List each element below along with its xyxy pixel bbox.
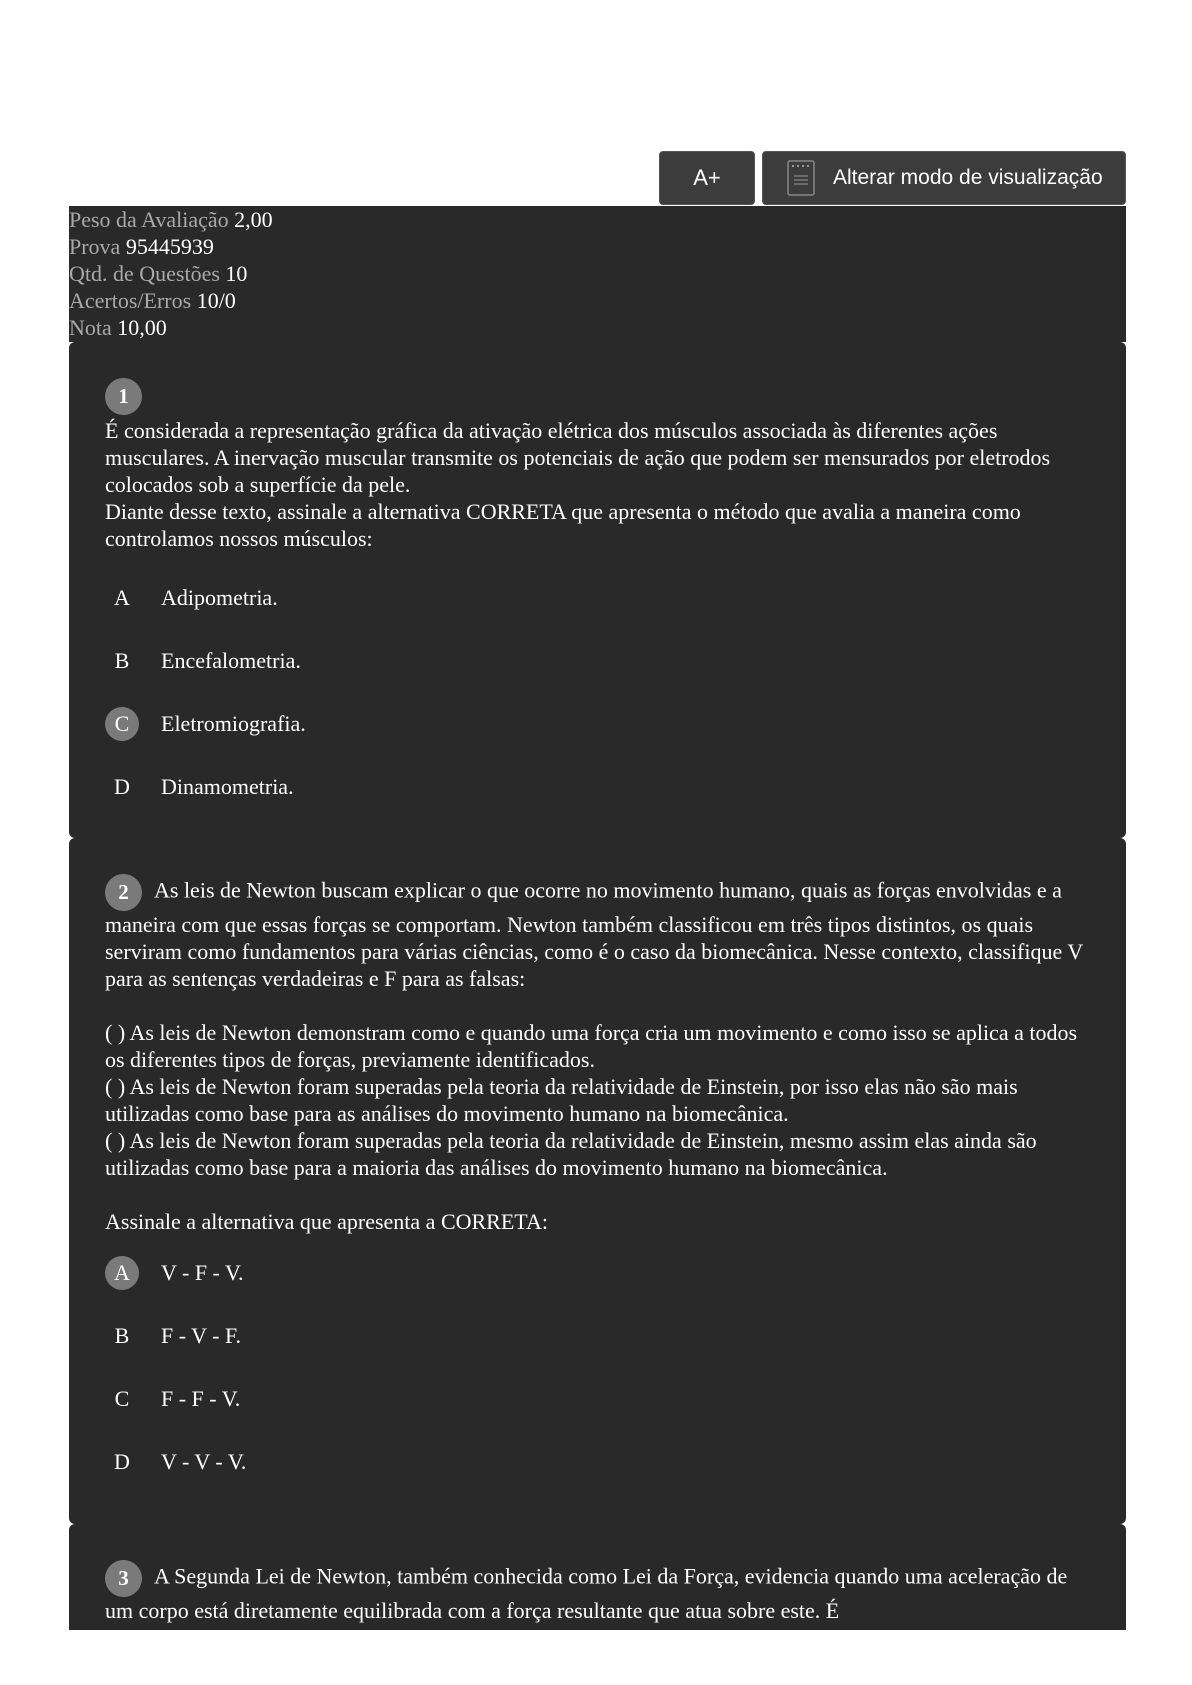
option-text: V - F - V.	[161, 1259, 244, 1285]
summary-row	[69, 233, 1126, 260]
summary-row	[69, 206, 1126, 233]
summary-value: 10	[225, 261, 248, 286]
question-paragraph: É considerada a representação gráfica da ativação elétrica dos músculos associada às diferentes ações musculares. A inervação muscular transmite os potenciais de ação que podem ser mensurados por eletrodos colocados sob a superfície da pele.	[105, 418, 1051, 497]
question-paragraph	[105, 874, 1090, 992]
option-d[interactable]	[105, 1430, 1090, 1493]
exam-summary	[69, 206, 1126, 342]
option-letter-selected: A	[105, 1256, 139, 1290]
question-card-1	[69, 342, 1126, 838]
option-letter: C	[114, 1385, 130, 1411]
options-list	[105, 566, 1090, 818]
summary-label: Acertos/Erros	[69, 288, 192, 313]
option-c[interactable]	[105, 1367, 1090, 1430]
summary-row	[69, 287, 1126, 314]
question-number: 2	[105, 874, 142, 911]
question-number: 3	[105, 1560, 142, 1597]
option-letter: D	[114, 1448, 130, 1474]
summary-value: 10/0	[196, 288, 236, 313]
summary-value: 10,00	[117, 315, 167, 340]
summary-row	[69, 260, 1126, 287]
view-mode-label: Alterar modo de visualização	[833, 166, 1103, 189]
view-mode-button[interactable]	[762, 151, 1126, 205]
statement: ( ) As leis de Newton demonstram como e quando uma força cria um movimento e como isso se aplica a todos os diferentes tipos de forças, previamente identificados.	[105, 1020, 1078, 1072]
statement: ( ) As leis de Newton foram superadas pela teoria da relatividade de Einstein, por isso elas não são mais utilizadas como base para as análises do movimento humano na biomecânica.	[105, 1074, 1018, 1126]
option-b[interactable]	[105, 1304, 1090, 1367]
option-letter: D	[114, 773, 130, 799]
option-letter: B	[114, 647, 130, 673]
question-prompt: Assinale a alternativa que apresenta a CORRETA:	[105, 1209, 548, 1234]
option-c[interactable]	[105, 692, 1090, 755]
question-number: 1	[105, 378, 142, 415]
question-text	[105, 874, 1090, 1235]
summary-label: Prova	[69, 234, 121, 259]
summary-label: Nota	[69, 315, 112, 340]
question-paragraph: Diante desse texto, assinale a alternativa CORRETA que apresenta o método que avalia a maneira como controlamos nossos músculos:	[105, 499, 1021, 551]
option-a[interactable]	[105, 566, 1090, 629]
summary-value: 95445939	[125, 234, 214, 259]
summary-row	[69, 314, 1126, 341]
option-text: Adipometria.	[161, 584, 278, 610]
option-text: F - V - F.	[161, 1322, 241, 1348]
summary-label: Qtd. de Questões	[69, 261, 220, 286]
document-view-icon	[787, 160, 815, 196]
summary-value: 2,00	[234, 207, 273, 232]
options-list	[105, 1241, 1090, 1493]
option-text: F - F - V.	[161, 1385, 241, 1411]
question-card-3	[69, 1524, 1126, 1630]
question-text	[105, 417, 1090, 552]
option-letter: B	[114, 1322, 130, 1348]
question-intro: A Segunda Lei de Newton, também conhecida como Lei da Força, evidencia quando uma aceleração de um corpo está diretamente equilibrada com a força resultante que atua sobre este. É	[105, 1563, 1068, 1623]
statement: ( ) As leis de Newton foram superadas pela teoria da relatividade de Einstein, mesmo assim elas ainda são utilizadas como base para a maioria das análises do movimento humano na biomecânica.	[105, 1128, 1037, 1180]
question-paragraph	[105, 1560, 1090, 1624]
option-d[interactable]	[105, 755, 1090, 818]
option-letter: A	[114, 584, 130, 610]
option-text: V - V - V.	[161, 1448, 247, 1474]
option-text: Eletromiografia.	[161, 710, 306, 736]
summary-label: Peso da Avaliação	[69, 207, 229, 232]
option-letter-selected: C	[105, 707, 139, 741]
option-text: Encefalometria.	[161, 647, 301, 673]
question-text	[105, 1560, 1090, 1624]
question-intro: As leis de Newton buscam explicar o que ocorre no movimento humano, quais as forças envolvidas e a maneira com que essas forças se comportam. Newton também classificou em três tipos distintos, os quais serviram como fundamentos para várias ciências, como é o caso da biomecânica. Nesse contexto, classifique V para as sentenças verdadeiras e F para as falsas:	[105, 877, 1083, 991]
option-text: Dinamometria.	[161, 773, 294, 799]
option-b[interactable]	[105, 629, 1090, 692]
option-a[interactable]	[105, 1241, 1090, 1304]
font-increase-button[interactable]: A+	[659, 151, 755, 205]
question-card-2	[69, 838, 1126, 1524]
